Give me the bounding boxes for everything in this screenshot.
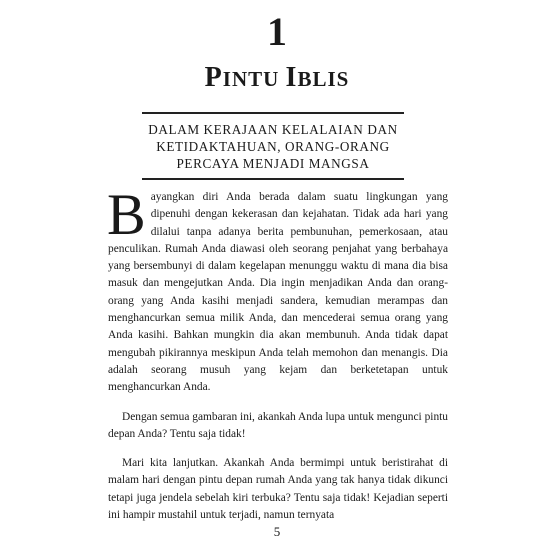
chapter-title-rest-1: INTU — [222, 67, 286, 91]
drop-cap: B — [107, 182, 146, 247]
page-number: 5 — [273, 524, 281, 539]
epigraph-line-2: KETIDAKTAHUAN, ORANG-ORANG — [156, 139, 390, 154]
epigraph-line-3: PERCAYA MENJADI MANGSA — [176, 156, 370, 171]
epigraph-bottom-rule — [142, 178, 404, 180]
paragraph-2: Dengan semua gambaran ini, akankah Anda lupa untuk mengunci pintu depan Anda? Tentu saja tidak! — [108, 410, 448, 440]
paragraph-1 — [107, 182, 448, 397]
chapter-title-rest-2: BLIS — [297, 67, 350, 91]
chapter-title-initial-2: I — [285, 62, 298, 93]
chapter-number: 1 — [267, 9, 287, 54]
paragraph-1-text: ayangkan diri Anda berada dalam suatu lingkungan yang dipenuhi dengan kekerasan dan kejahatan. Tidak ada hari yang dilalui tanpa adanya berita pembunuhan, pemerkosaan, atau penculikan. Rumah Anda diawasi oleh seorang penjahat yang berbahaya yang bersembunyi di dalam kegelapan menunggu waktu di mana dia bisa masuk dan mengejutkan Anda. Dia ingin menjadikan Anda dan orang-orang yang Anda kasihi menjadi sandera, kemudian merampas dan menghancurkan semua milik Anda, dan mencederai semua orang yang Anda kasihi. Bahkan mungkin dia akan membunuh. Anda tidak dapat mengubah pikirannya meskipun Anda telah memohon dan menangis. Dia adalah seorang musuh yang kejam dan berketetapan untuk menghancurkan Anda. — [108, 191, 448, 394]
chapter-title-initial-1: P — [204, 62, 223, 93]
epigraph-line-1: DALAM KERAJAAN KELALAIAN DAN — [148, 122, 398, 137]
chapter-title — [0, 60, 554, 97]
epigraph — [142, 121, 404, 172]
body-text — [107, 182, 448, 524]
epigraph-top-rule — [142, 112, 404, 114]
paragraph-3: Mari kita lanjutkan. Akankah Anda bermimpi untuk beristirahat di malam hari dengan pintu depan rumah Anda yang tak hanya tidak dikunci tetapi juga jendela sebelah kiri terbuka? Tentu saja tidak! Kejadian seperti ini hampir mustahil untuk terjadi, namun ternyata — [108, 457, 448, 522]
